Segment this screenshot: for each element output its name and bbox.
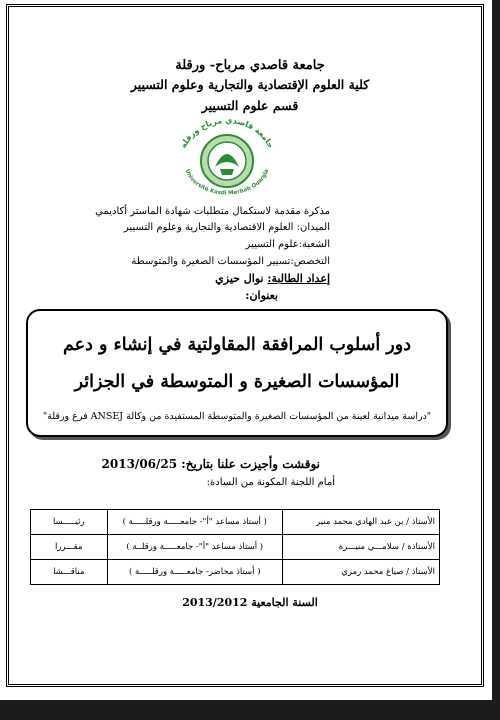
logo-arabic-text: جامعة قاصدي مرباح ورقلة [178,115,276,150]
memo-specialty: التخصص:تسيير المؤسسات الصغيرة والمتوسطة [131,256,330,267]
university-logo [172,111,282,201]
thesis-title-line1: دور أسلوب المرافقة المقاولتية في إنشاء و دعم [62,335,412,355]
jury-name: الأستاذ / صياغ محمد رمزي [282,560,439,585]
memo-line: مذكرة مقدمة لاستكمال متطلبات شهادة الماستر أكاديمي [95,206,330,217]
jury-row [31,510,440,535]
jury-position: ( أستاذ محاضر- جامعـــــة ورقلـــــة ) [107,560,282,585]
thesis-subtitle: "دراسة ميدانية لعينة من المؤسسات الصغيرة والمتوسطة المستفيدة من وكالة ANSEJ فرع ورقلة" [42,411,432,422]
jury-name: الأستاذة / سلامـــي منيـــرة [282,535,439,560]
committee-intro: أمام اللجنة المكونة من السادة: [206,477,335,488]
jury-name: الأستاذ / بن عبد الهادي محمد منير [282,510,439,535]
student-line [215,272,330,285]
jury-row [31,560,440,585]
jury-position: ( أستاذ مساعد "أ"- جامعـــــة ورقلــة ) [107,535,282,560]
department-name: قسم علوم التسيير [201,98,299,113]
jury-table [30,509,440,585]
dark-edge-bottom [0,700,500,720]
university-name: جامعة قاصدي مرباح- ورقلة [175,58,325,73]
jury-role: مناقـــشا [31,560,108,585]
jury-role: رئيـــــسا [31,510,108,535]
thesis-title-line2: المؤسسات الصغيرة و المتوسطة في الجزائر [74,372,400,392]
thesis-title-box [26,309,448,437]
faculty-name: كلية العلوم الإقتصادية والتجارية وعلوم التسيير [130,77,370,92]
jury-row [31,535,440,560]
memo-field: الميدان: العلوم الاقتصادية والتجارية وعلوم التسيير [123,222,330,233]
memo-branch: الشعبة:علوم التسيير [245,239,330,250]
jury-role: مقـــررا [31,535,108,560]
title-intro: بعنوان: [245,289,278,302]
jury-position: ( أستاذ مساعد "أ"- جامعـــــة ورقلـــــة ) [107,510,282,535]
student-name: نوال حيزي [215,272,264,285]
defense-date: نوقشت وأجيزت علنا بتاريخ: 2013/06/25 [101,457,320,471]
academic-year: السنة الجامعية 2013/2012 [182,596,318,609]
logo-latin-text: Université Kasdi Merbah Ouargla [183,168,271,197]
student-label: إعداد الطالبة: [267,272,330,285]
